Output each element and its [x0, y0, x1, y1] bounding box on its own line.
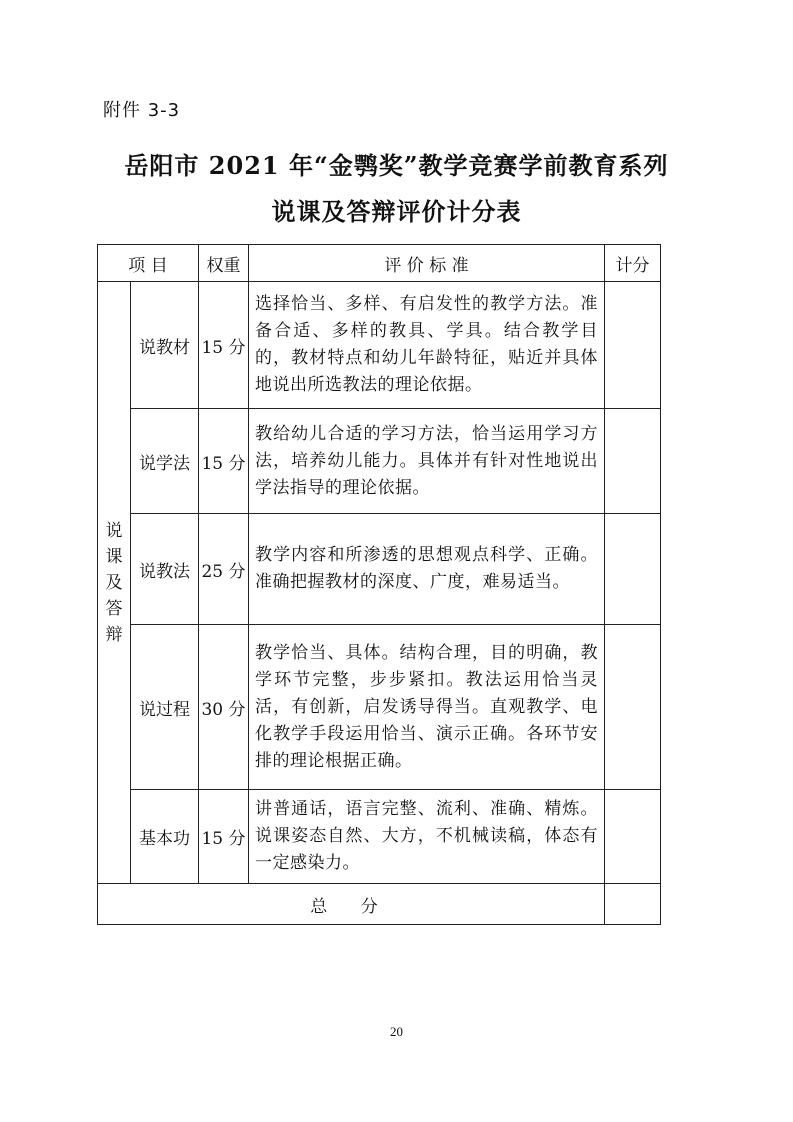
document-title: 岳阳市 2021 年“金鹗奖”教学竞赛学前教育系列 — [124, 151, 669, 180]
table-row — [98, 790, 661, 884]
header-score: 计分 — [605, 245, 661, 282]
item-criteria: 教学内容和所渗透的思想观点科学、正确。准确把握教材的深度、广度，难易适当。 — [249, 514, 605, 625]
item-weight: 15 分 — [199, 282, 249, 409]
score-cell[interactable] — [605, 625, 661, 790]
header-criteria: 评 价 标 准 — [249, 245, 605, 282]
item-weight: 15 分 — [199, 409, 249, 514]
category-label: 说 课 及 答 辩 — [105, 520, 123, 645]
item-criteria: 教给幼儿合适的学习方法，恰当运用学习方法，培养幼儿能力。具体并有针对性地说出学法指导的理论依据。 — [249, 409, 605, 514]
score-cell[interactable] — [605, 790, 661, 884]
item-weight: 15 分 — [199, 790, 249, 884]
page-number: 20 — [390, 1024, 403, 1039]
table-row — [98, 282, 661, 409]
attachment-label: 附件 3-3 — [103, 100, 181, 121]
item-criteria: 教学恰当、具体。结构合理，目的明确，教学环节完整，步步紧扣。教法运用恰当灵活，有创新，启发诱导得当。直观教学、电化教学手段运用恰当、演示正确。各环节安排的理论根据正确。 — [249, 625, 605, 790]
item-name: 说教材 — [131, 282, 199, 409]
score-cell[interactable] — [605, 514, 661, 625]
item-name: 基本功 — [131, 790, 199, 884]
item-name: 说过程 — [131, 625, 199, 790]
table-header-row — [98, 245, 661, 282]
score-cell[interactable] — [605, 282, 661, 409]
item-name: 说教法 — [131, 514, 199, 625]
table-row — [98, 514, 661, 625]
total-row — [98, 884, 661, 925]
total-label: 总 分 — [98, 884, 605, 925]
item-criteria: 讲普通话，语言完整、流利、准确、精炼。说课姿态自然、大方，不机械读稿，体态有一定感染力。 — [249, 790, 605, 884]
item-name: 说学法 — [131, 409, 199, 514]
header-weight: 权重 — [199, 245, 249, 282]
item-criteria: 选择恰当、多样、有启发性的教学方法。准备合适、多样的教具、学具。结合教学目的，教材特点和幼儿年龄特征，贴近并具体地说出所选教法的理论依据。 — [249, 282, 605, 409]
score-table — [97, 244, 661, 925]
item-weight: 30 分 — [199, 625, 249, 790]
table-row — [98, 409, 661, 514]
item-weight: 25 分 — [199, 514, 249, 625]
document-subtitle: 说课及答辩评价计分表 — [271, 197, 522, 226]
total-score-cell[interactable] — [605, 884, 661, 925]
category-cell — [98, 282, 131, 884]
table-row — [98, 625, 661, 790]
score-cell[interactable] — [605, 409, 661, 514]
header-item: 项 目 — [98, 245, 199, 282]
